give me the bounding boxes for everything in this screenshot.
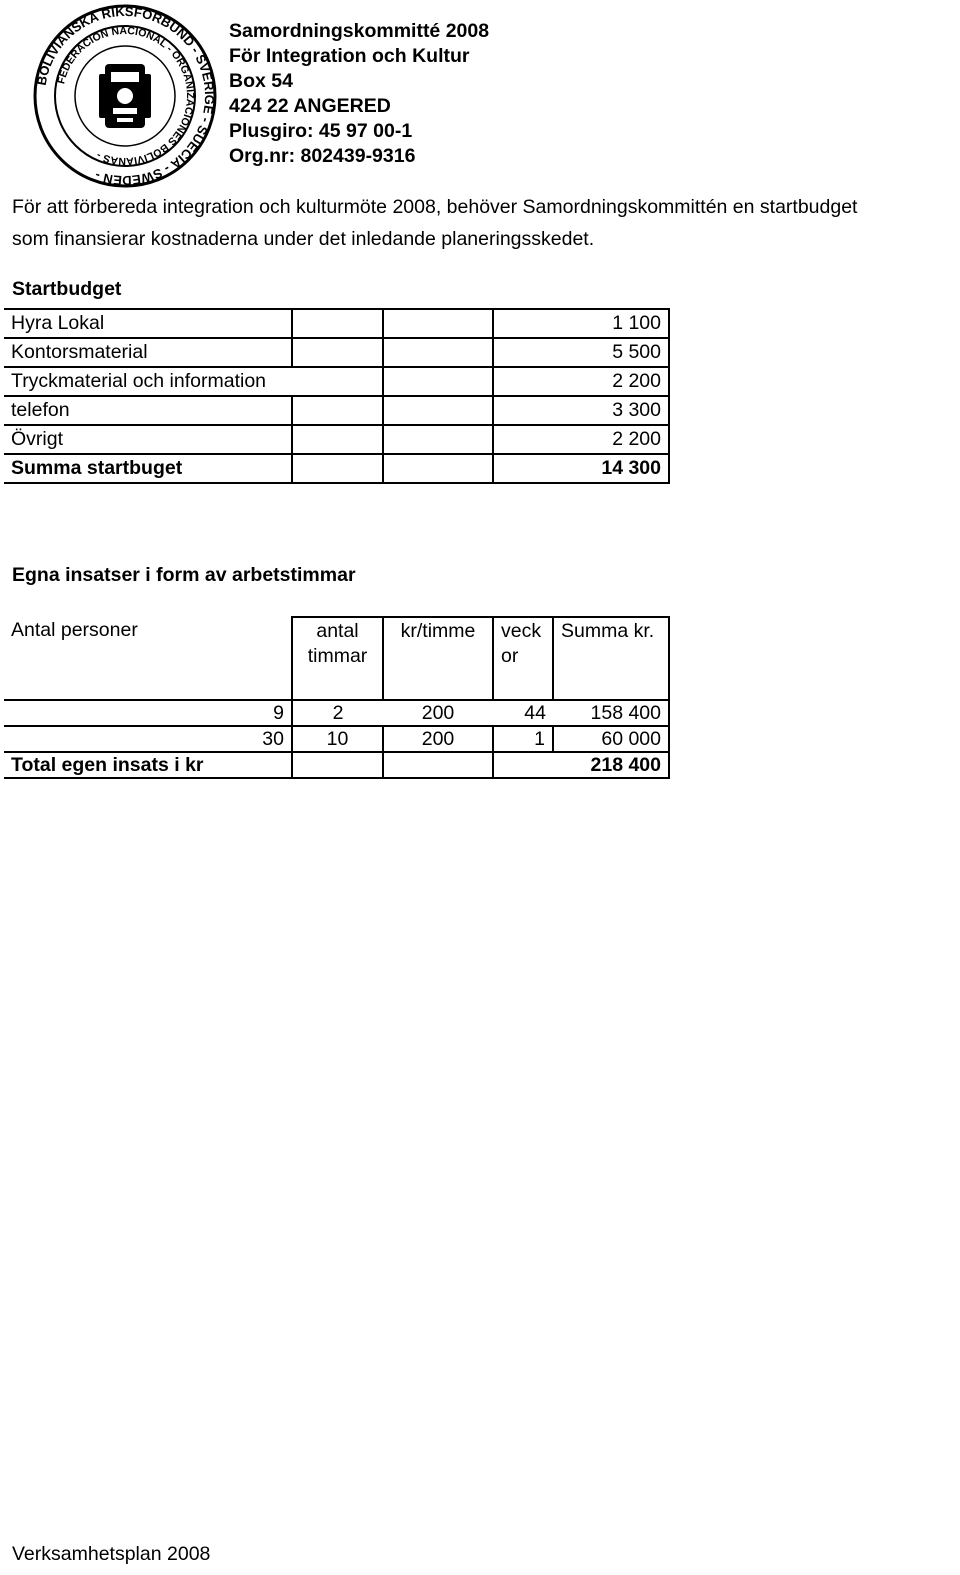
- committee-name: Samordningskommitté 2008: [229, 20, 490, 42]
- header-summa: Summa kr.: [553, 617, 669, 700]
- plusgiro-number: Plusgiro: 45 97 00-1: [229, 120, 413, 142]
- cell-timmar: 2: [292, 700, 383, 726]
- cell-summa: 60 000: [553, 726, 669, 752]
- svg-text:BOLIVIANSKA RIKSFÖRBUND - SVER: BOLIVIANSKA RIKSFÖRBUND - SVERIGE - SUECIA - SWEDEN -: [33, 4, 217, 188]
- budget-item-label: Kontorsmaterial: [4, 338, 292, 367]
- postal-city: 424 22 ANGERED: [229, 95, 391, 117]
- table-row: [4, 700, 669, 726]
- table-row: [4, 454, 669, 483]
- committee-subtitle: För Integration och Kultur: [229, 45, 470, 67]
- postal-box: Box 54: [229, 70, 293, 92]
- organization-seal-logo: [33, 4, 217, 188]
- header-veckor: veck or: [493, 617, 553, 700]
- page-footer: Verksamhetsplan 2008: [12, 1543, 211, 1565]
- cell-timmar: 10: [292, 726, 383, 752]
- budget-item-amount: 5 500: [493, 338, 669, 367]
- cell-veckor: 1: [493, 726, 553, 752]
- cell-personer: 9: [4, 700, 292, 726]
- insatser-heading: Egna insatser i form av arbetstimmar: [12, 564, 356, 586]
- table-row: [4, 367, 669, 396]
- budget-total-label: Summa startbuget: [4, 454, 292, 483]
- table-row: [4, 425, 669, 454]
- header-antal-timmar: antal timmar: [292, 617, 383, 700]
- budget-item-amount: 3 300: [493, 396, 669, 425]
- budget-item-label: Hyra Lokal: [4, 309, 292, 338]
- startbudget-table: [4, 308, 670, 484]
- table-row: [4, 396, 669, 425]
- header-kr-timme: kr/timme: [383, 617, 493, 700]
- insatser-table: [4, 616, 670, 779]
- svg-text:FEDERACION NACIONAL - ORGANIZA: FEDERACION NACIONAL - ORGANIZACIONES BOLIVIANAS -: [55, 24, 197, 168]
- budget-item-label: Övrigt: [4, 425, 292, 454]
- startbudget-heading: Startbudget: [12, 278, 122, 300]
- budget-total-amount: 14 300: [493, 454, 669, 483]
- table-row: [4, 726, 669, 752]
- cell-personer: 30: [4, 726, 292, 752]
- budget-item-label: Tryckmaterial och information: [4, 367, 383, 396]
- budget-item-amount: 1 100: [493, 309, 669, 338]
- budget-item-amount: 2 200: [493, 425, 669, 454]
- intro-paragraph: [12, 191, 857, 255]
- cell-summa: 158 400: [553, 700, 669, 726]
- table-header-row: [4, 617, 669, 700]
- org-number: Org.nr: 802439-9316: [229, 145, 416, 167]
- table-row: [4, 752, 669, 778]
- table-row: [4, 309, 669, 338]
- header-antal-personer: Antal personer: [4, 617, 292, 700]
- cell-kr-timme: 200: [383, 726, 493, 752]
- committee-address-block: [229, 19, 489, 169]
- cell-veckor: 44: [493, 700, 553, 726]
- insatser-total-amount: 218 400: [493, 752, 669, 778]
- budget-item-amount: 2 200: [493, 367, 669, 396]
- budget-item-label: telefon: [4, 396, 292, 425]
- intro-line-2: som finansierar kostnaderna under det inledande planeringsskedet.: [12, 228, 595, 250]
- insatser-total-label: Total egen insats i kr: [4, 752, 292, 778]
- intro-line-1: För att förbereda integration och kulturmöte 2008, behöver Samordningskommittén en startbudget: [12, 196, 858, 218]
- cell-kr-timme: 200: [383, 700, 493, 726]
- table-row: [4, 338, 669, 367]
